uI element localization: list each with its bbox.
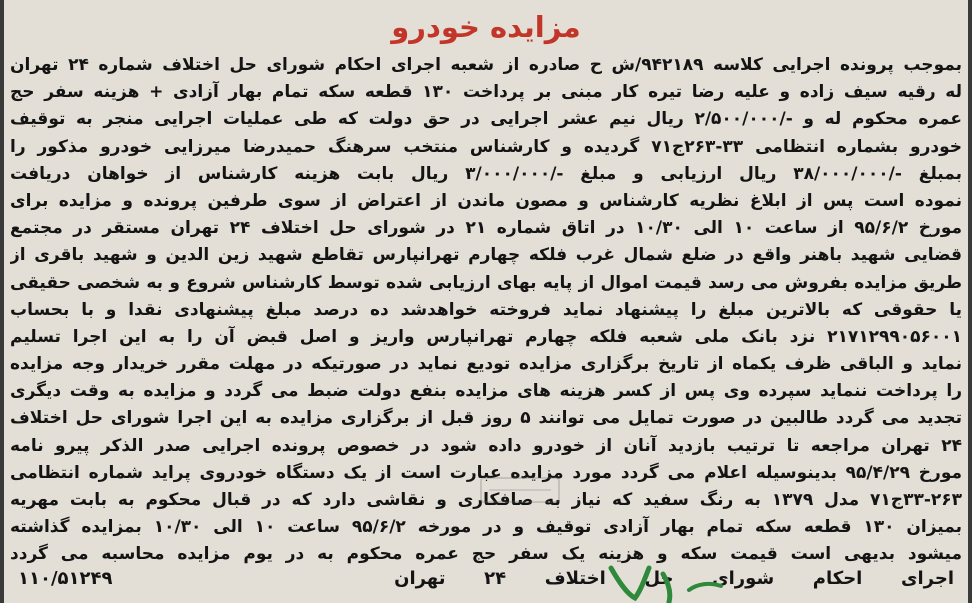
body-line: ۲۱۷۱۲۹۹۰۵۶۰۰۱ نزد بانک ملی شعبه فلکه چهارم تهرانپارس واریز و اصل قبض آن را به این اجرا تسلیم [10, 326, 962, 347]
issuer-word: اجرای [900, 567, 954, 589]
faded-stamp [475, 470, 565, 510]
body-line: تجدید می گردد طالبین در صورت تمایل می توانند ۵ روز قبل از برگزاری مزایده به این اجرا شورای حل اختلاف [10, 408, 962, 429]
handwritten-signature [605, 560, 725, 603]
scan-edge-left [0, 0, 4, 603]
notice-footer [18, 563, 954, 593]
issuer-word: تهران [394, 567, 446, 589]
body-line: ۲۴ تهران مراجعه تا ترتیب بازدید آنان از خودرو داده شود در خصوص پرونده اجرایی صدر الذکر پیرو نامه [10, 435, 962, 456]
issuer-word: ۲۴ [484, 567, 507, 589]
notice-title: مزایده خودرو [391, 10, 581, 44]
body-line: له رقیه سیف زاده و علیه رضا تیره کار مبنی بر پرداخت ۱۳۰ قطعه سکه تمام بهار آزادی + هزینه سفر حج [10, 82, 962, 103]
body-line: نموده است پس از ابلاغ نظریه کارشناس و مصون ماندن از اعتراض از سوی طرفین پرونده و مزایده برای [10, 190, 962, 211]
body-line: بمبلغ -/۳۸/۰۰۰/۰۰۰ ریال ارزیابی و مبلغ -/۳/۰۰۰/۰۰۰ ریال بابت هزینه کارشناس از خواهان دریافت [10, 163, 962, 184]
body-line: میشود بدیهی است قیمت سکه و هزینه یک سفر حج عمره محکوم به در یوم مزایده محاسبه می گردد [10, 544, 962, 565]
body-line: مورخ ۹۵/۴/۲۹ بدینوسیله اعلام می گردد مورد مزایده عبارت است از یک دستگاه خودروی پراید شماره انتظامی [10, 462, 962, 483]
body-line: عمره محکوم له و -/۲/۵۰۰/۰۰۰ ریال نیم عشر اجرایی در حق دولت که طی عملیات اجرایی منجر به توقیف [10, 109, 962, 130]
body-line: طریق مزایده بفروش می رسد قیمت اموال از پایه بهای ارزیابی شده توسط کارشناس شروع و به شخصی حقیقی [10, 272, 962, 293]
body-line: خودرو بشماره انتظامی ۳۳-۲۶۳ج۷۱ گردیده و کارشناس منتخب سرهنگ حمیدرضا میرزایی خودرو مذکور را [10, 136, 962, 157]
body-line: بموجب پرونده اجرایی کلاسه ۹۴۲۱۸۹/ش ح صادره از شعبه اجرای احکام شورای حل اختلاف شماره ۲۴ تهران [10, 55, 962, 75]
notice-code: ۱۱۰/۵۱۲۴۹ [18, 567, 113, 589]
issuer-word: حل [644, 567, 674, 589]
body-line: قضایی شهید باهنر واقع در ضلع شمال غرب فلکه چهارم تهرانپارس تقاطع شهید زین الدین و شهید باقری از [10, 245, 962, 266]
body-line: مورخ ۹۵/۶/۲ از ساعت ۱۰ الی ۱۰/۳۰ در اتاق شماره ۲۱ در شورای حل اختلاف ۲۴ تهران مستقر در مجتمع [10, 218, 962, 239]
body-line: یا حقوقی که بالاترین مبلغ را پیشنهاد نماید فروخته خواهدشد ده درصد مبلغ پیشنهادی نقدا و با بحساب [10, 299, 962, 320]
issuer-word: احکام [812, 567, 863, 589]
body-line: بمیزان ۱۳۰ قطعه سکه تمام بهار آزادی توقیف و در مورخه ۹۵/۶/۲ ساعت ۱۰ الی ۱۰/۳۰ بمزایده گذاشته [10, 517, 962, 538]
issuer-word: شورای [712, 567, 775, 589]
body-line: نماید و الباقی ظرف یکماه از تاریخ برگزاری مزایده تودیع نماید در صورتیکه در مهلت مقرر خریدار وجه مزایده [10, 354, 962, 375]
body-line: ۳۳-۲۶۳ج۷۱ مدل ۱۳۷۹ به رنگ سفید که نیاز به صافکاری و نقاشی دارد که در قبال محکوم به بابت مهریه [10, 490, 962, 510]
issuer-word: اختلاف [544, 567, 606, 589]
body-line: را پرداخت ننماید سپرده وی پس از کسر هزینه های مزایده بنفع دولت ضبط می گردد و مزایده به وقت دیگری [10, 381, 962, 402]
scan-edge-right [968, 0, 972, 603]
